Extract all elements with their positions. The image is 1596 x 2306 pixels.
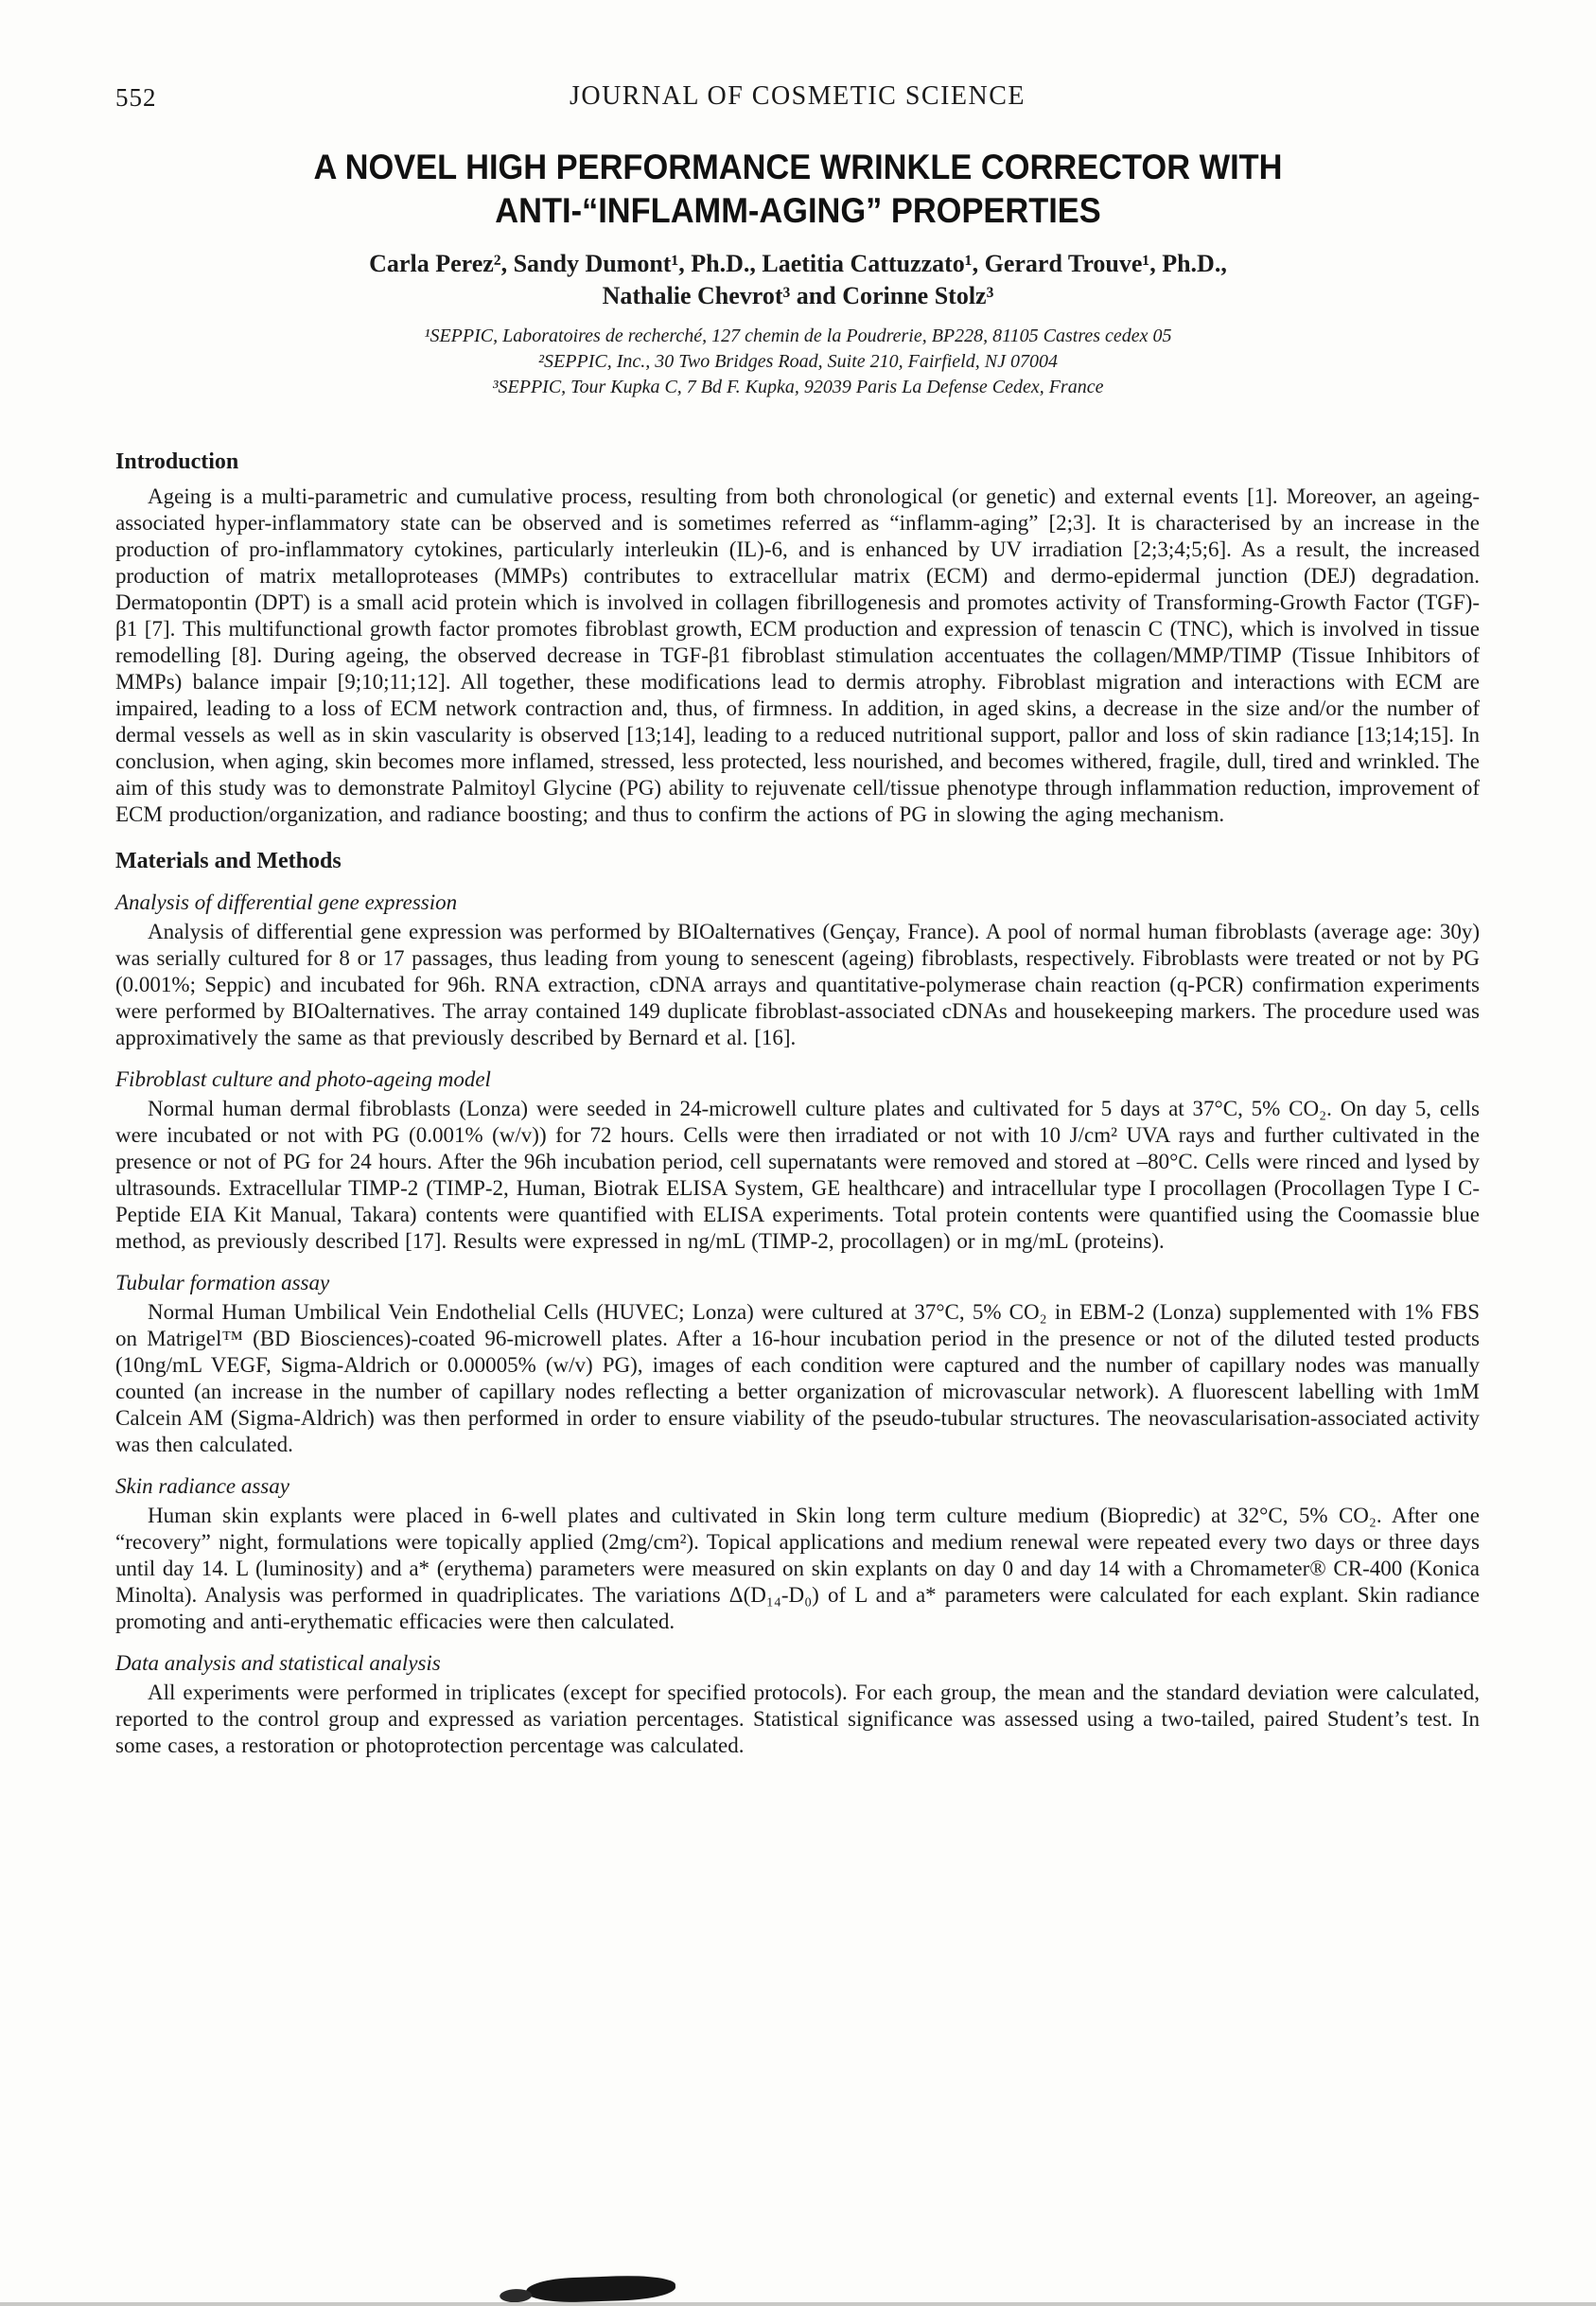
subsection-skin-radiance-heading: Skin radiance assay bbox=[115, 1474, 289, 1498]
affiliation-3: ³SEPPIC, Tour Kupka C, 7 Bd F. Kupka, 92039 Paris La Defense Cedex, France bbox=[492, 377, 1104, 397]
subsection-gene-expression-paragraph: Analysis of differential gene expression was performed by BIOalternatives (Gençay, France). A pool of normal human fibroblasts (average age: 30y) was serially cultured for 8 or 17 passages, thus leading from young to senescent (ageing) fibroblasts, respectively. Fibroblasts were treated or not by PG (0.001%; Seppic) and incubated for 96h. RNA extraction, cDNA arrays and quantitative-polymerase chain reaction (q-PCR) confirmation experiments were performed by BIOalternatives. The array contained 149 duplicate fibroblast-associated cDNAs and housekeeping markers. The procedure used was approximatively the same as that previously described by Bernard et al. [16]. bbox=[115, 920, 1480, 1049]
authors-line1: Carla Perez², Sandy Dumont¹, Ph.D., Laetitia Cattuzzato¹, Gerard Trouve¹, Ph.D., bbox=[369, 250, 1227, 277]
page-number: 552 bbox=[115, 83, 157, 112]
subsection-tubular-formation-heading: Tubular formation assay bbox=[115, 1271, 330, 1294]
subsection-tubular-formation-paragraph: Normal Human Umbilical Vein Endothelial Cells (HUVEC; Lonza) were cultured at 37°C, 5% CO₂ in EBM-2 (Lonza) supplemented with 1% FBS on Matrigel™ (BD Biosciences)-coated 96-microwell plates. After a 16-hour incubation period in the presence or not of the diluted tested products (10ng/mL VEGF, Sigma-Aldrich or 0.00005% (w/v) PG), images of each condition were captured and the number of capillary nodes was manually counted (an increase in the number of capillary nodes reflecting a better organization of microvascular network). A fluorescent labelling with 1mM Calcein AM (Sigma-Aldrich) was then performed in order to ensure viability of the pseudo-tubular structures. The neovascularisation-associated activity was then calculated. bbox=[115, 1300, 1480, 1456]
subsection-fibroblast-culture-heading: Fibroblast culture and photo-ageing model bbox=[115, 1067, 491, 1091]
introduction-paragraph: Ageing is a multi-parametric and cumulative process, resulting from both chronological (or genetic) and external events [1]. Moreover, an ageing-associated hyper-inflammatory state can be observed and is sometimes referred as “inflamm-aging” [2;3]. It is characterised by an increase in the production of pro-inflammatory cytokines, particularly interleukin (IL)-6, and is enhanced by UV irradiation [2;3;4;5;6]. As a result, the increased production of matrix metalloproteases (MMPs) contributes to extracellular matrix (ECM) and dermo-epidermal junction (DEJ) degradation. Dermatopontin (DPT) is a small acid protein which is involved in collagen fibrillogenesis and promotes activity of Transforming-Growth Factor (TGF)-β1 [7]. This multifunctional growth factor promotes fibroblast growth, ECM production and expression of tenascin C (TNC), which is involved in tissue remodelling [8]. During ageing, the observed decrease in TGF-β1 fibroblast stimulation accentuates the collagen/MMP/TIMP (Tissue Inhibitors of MMPs) balance impair [9;10;11;12]. All together, these modifications lead to dermis atrophy. Fibroblast migration and interactions with ECM are impaired, leading to a loss of ECM network contraction and, thus, of firmness. In addition, in aged skins, a decrease in the size and/or the number of dermal vessels as well as in skin vascularity is observed [13;14], leading to a reduced nutritional support, pallor and loss of skin radiance [13;14;15]. In conclusion, when aging, skin becomes more inflamed, stressed, less protected, less nourished, and becomes withered, fragile, dull, tired and wrinkled. The aim of this study was to demonstrate Palmitoyl Glycine (PG) ability to rejuvenate cell/tissue phenotype through inflammation reduction, improvement of ECM production/organization, and radiance boosting; and thus to confirm the actions of PG in slowing the aging mechanism. bbox=[115, 484, 1480, 826]
authors-line2: Nathalie Chevrot³ and Corinne Stolz³ bbox=[602, 282, 994, 309]
page-header bbox=[115, 81, 1480, 114]
scan-bottom-edge bbox=[0, 2302, 1596, 2306]
materials-methods-heading: Materials and Methods bbox=[115, 849, 342, 873]
affiliation-1: ¹SEPPIC, Laboratoires de recherché, 127 chemin de la Poudrerie, BP228, 81105 Castres cedex 05 bbox=[424, 326, 1172, 346]
journal-header: JOURNAL OF COSMETIC SCIENCE bbox=[569, 81, 1026, 111]
scan-artifact-smudge bbox=[526, 2274, 676, 2303]
affiliation-2: ²SEPPIC, Inc., 30 Two Bridges Road, Suite 210, Fairfield, NJ 07004 bbox=[538, 351, 1058, 372]
authors bbox=[0, 248, 1596, 312]
article-title-line2: ANTI-“INFLAMM-AGING” PROPERTIES bbox=[495, 191, 1101, 230]
article-title-line1: A NOVEL HIGH PERFORMANCE WRINKLE CORRECTOR WITH bbox=[313, 148, 1283, 186]
subsection-fibroblast-culture-paragraph: Normal human dermal fibroblasts (Lonza) were seeded in 24-microwell culture plates and cultivated for 5 days at 37°C, 5% CO₂. On day 5, cells were incubated or not with PG (0.001% (w/v)) for 72 hours. Cells were then irradiated or not with 10 J/cm² UVA rays and further cultivated in the presence or not of PG for 24 hours. After the 96h incubation period, cell supernatants were removed and stored at –80°C. Cells were rinced and lysed by ultrasounds. Extracellular TIMP-2 (TIMP-2, Human, Biotrak ELISA System, GE healthcare) and intracellular type I procollagen (Procollagen Type I C-Peptide EIA Kit Manual, Takara) contents were quantified with ELISA experiments. Total protein contents were quantified using the Coomassie blue method, as previously described [17]. Results were expressed in ng/mL (TIMP-2, procollagen) or in mg/mL (proteins). bbox=[115, 1097, 1480, 1253]
subsection-gene-expression-heading: Analysis of differential gene expression bbox=[115, 890, 458, 914]
introduction-heading: Introduction bbox=[115, 449, 239, 474]
subsection-data-analysis-paragraph: All experiments were performed in triplicates (except for specified protocols). For each group, the mean and the standard deviation were calculated, reported to the control group and expressed as variation percentages. Statistical significance was assessed using a two-tailed, paired Student’s test. In some cases, a restoration or photoprotection percentage was calculated. bbox=[115, 1681, 1480, 1757]
article-body bbox=[115, 449, 1480, 1759]
subsection-skin-radiance-paragraph: Human skin explants were placed in 6-well plates and cultivated in Skin long term culture medium (Biopredic) at 32°C, 5% CO₂. After one “recovery” night, formulations were topically applied (2mg/cm²). Topical applications and medium renewal were repeated every two days or three days until day 14. L (luminosity) and a* (erythema) parameters were measured on skin explants on day 0 and day 14 with a Chromameter® CR-400 (Konica Minolta). Analysis was performed in quadriplicates. The variations Δ(D₁₄-D₀) of L and a* parameters were calculated for each explant. Skin radiance promoting and anti-erythematic efficacies were then calculated. bbox=[115, 1504, 1480, 1633]
article-title bbox=[0, 146, 1596, 233]
subsection-data-analysis-heading: Data analysis and statistical analysis bbox=[115, 1651, 441, 1675]
affiliations bbox=[0, 324, 1596, 400]
